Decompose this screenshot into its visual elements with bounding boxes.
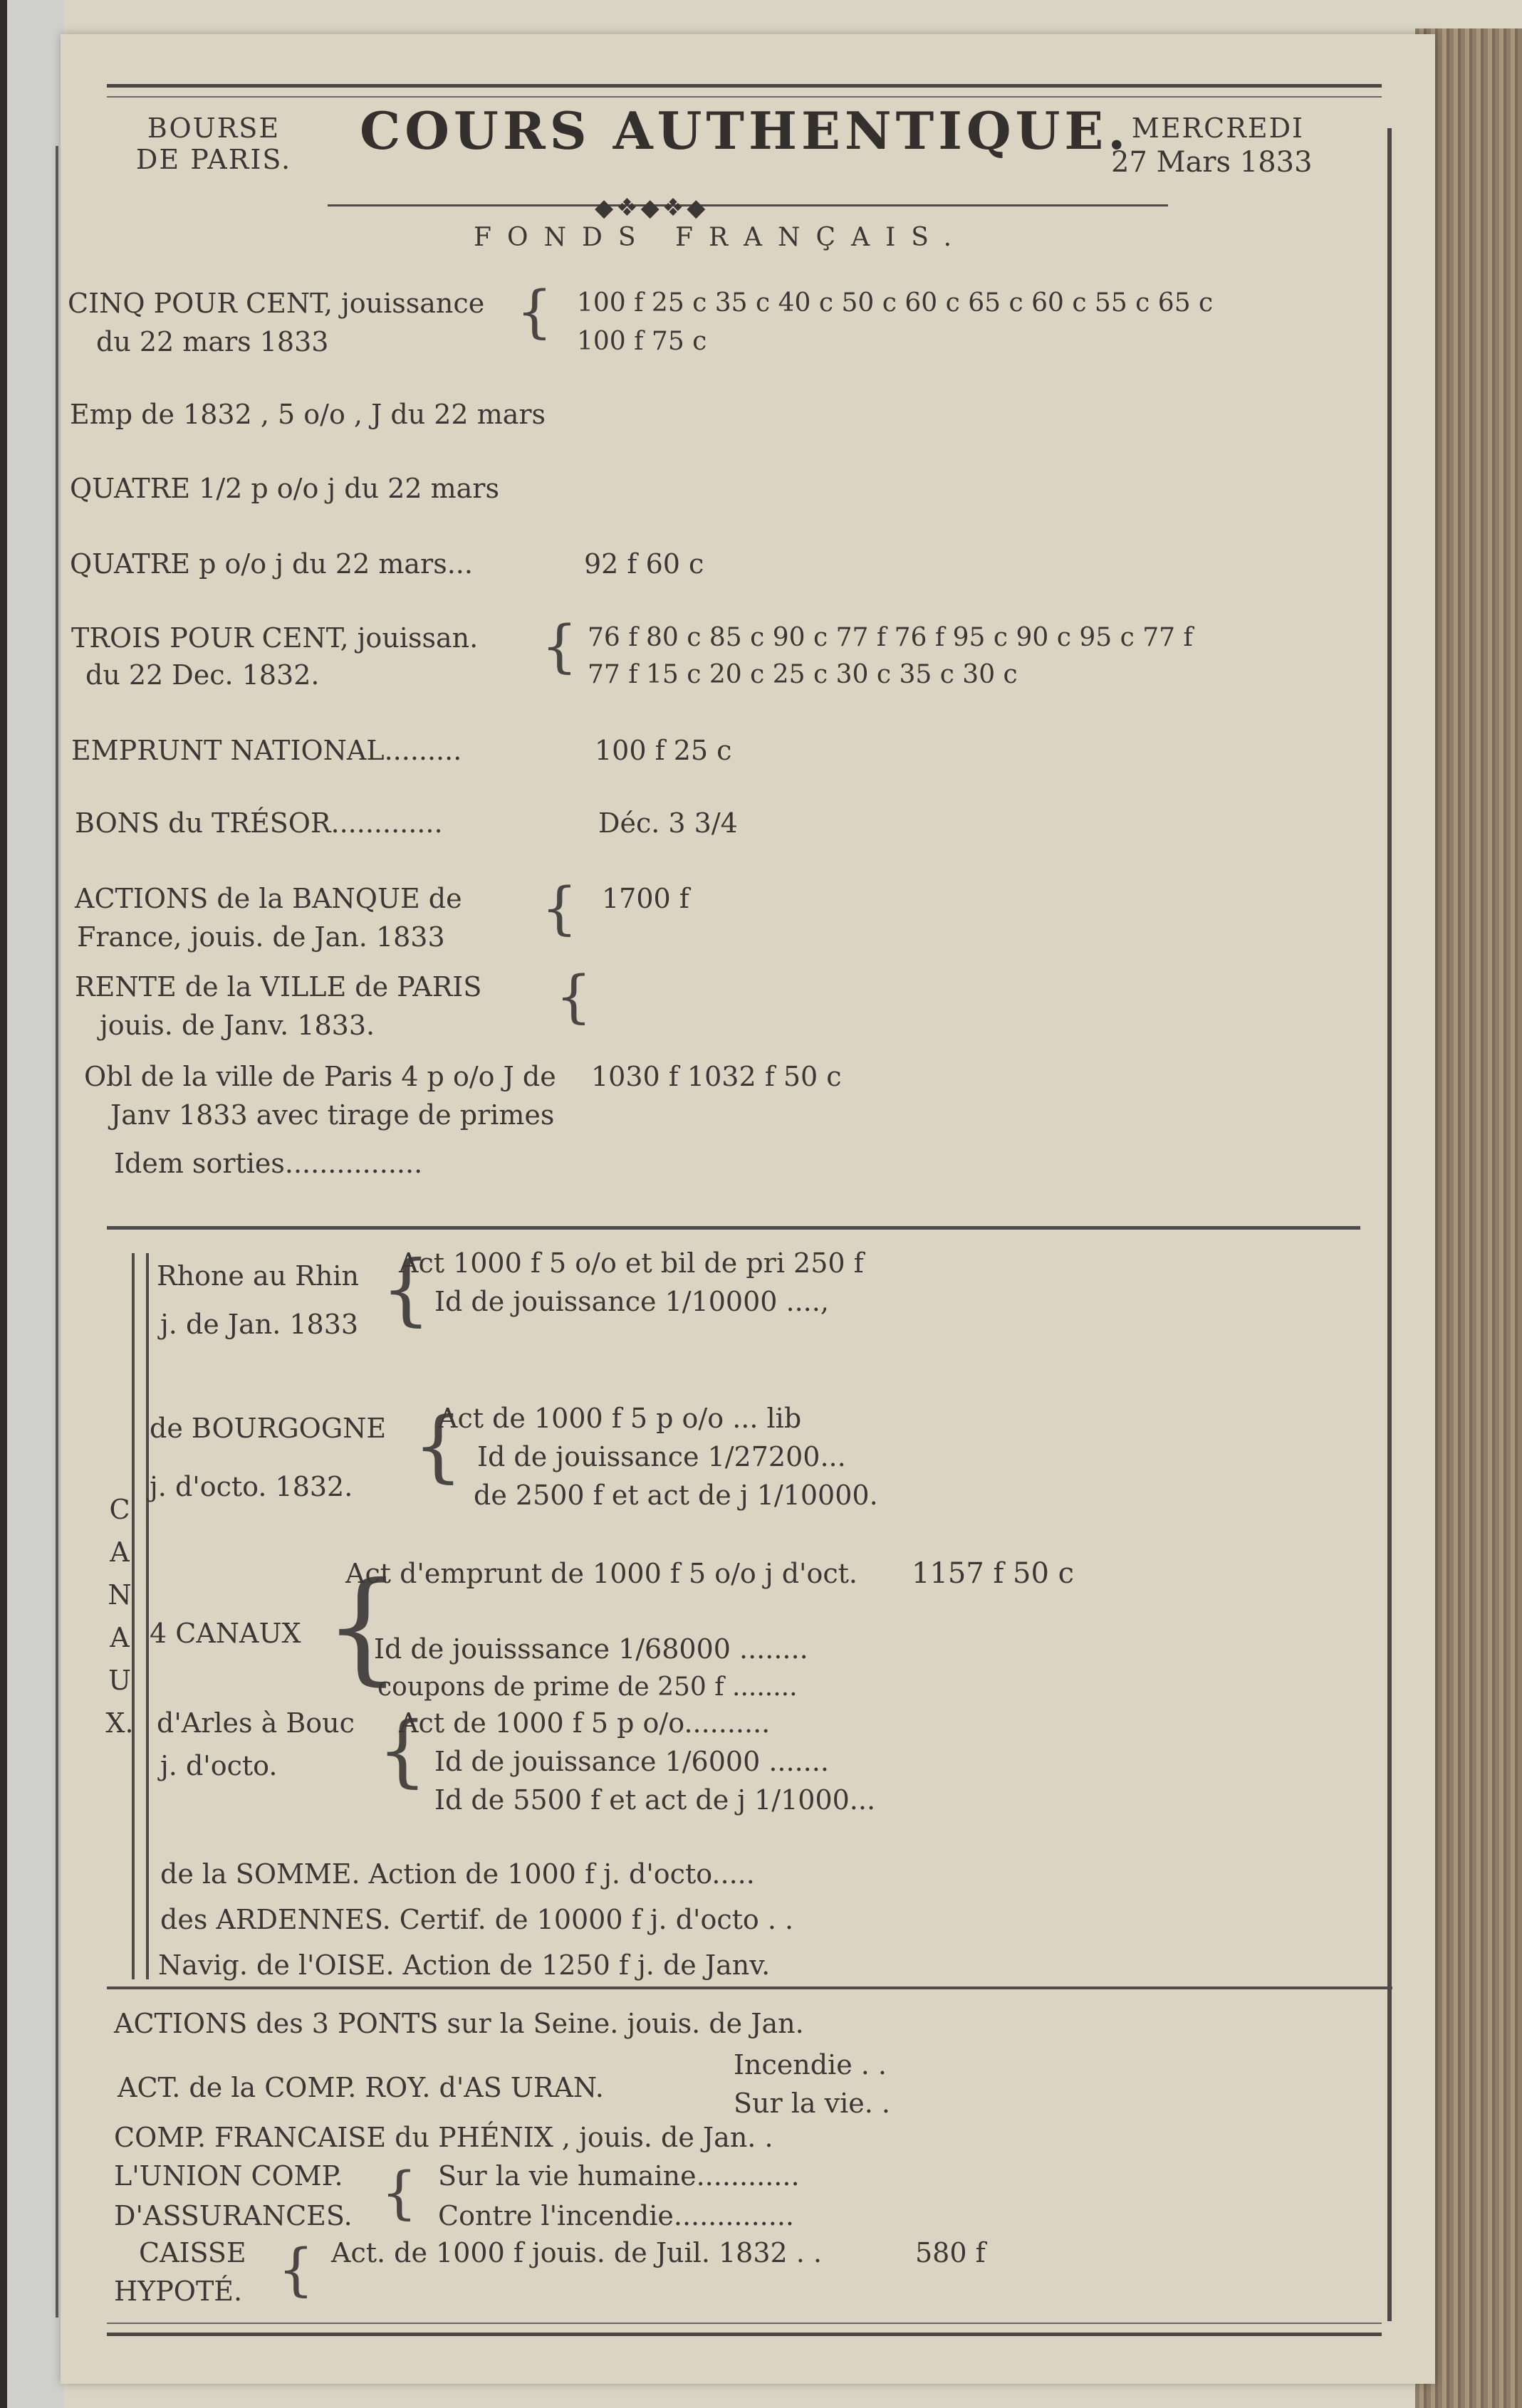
brace: {	[556, 963, 592, 1030]
fonds-row-bons-name: BONS du TRÉSOR.............	[75, 807, 443, 839]
canal-arles-line2: Id de jouissance 1/6000 .......	[434, 1746, 829, 1777]
fonds-row-obl-name: Obl de la ville de Paris 4 p o/o J de	[84, 1061, 556, 1092]
fonds-row-trois-prices1: 76 f 80 c 85 c 90 c 77 f 76 f 95 c 90 c 95 c 77 f	[588, 623, 1193, 652]
brace: {	[278, 2236, 314, 2303]
canal-quatre-line1: Act d'emprunt de 1000 f 5 o/o j d'oct.	[345, 1558, 858, 1589]
actions-phenix: COMP. FRANCAISE du PHÉNIX , jouis. de Jan. .	[114, 2122, 773, 2153]
canal-quatre-line3: coupons de prime de 250 f ........	[377, 1672, 798, 1702]
brace: {	[541, 875, 578, 941]
fonds-row-trois-sub: du 22 Dec. 1832.	[85, 659, 320, 691]
fonds-row-cinq-name: CINQ POUR CENT, jouissance	[68, 288, 485, 319]
canal-quatre-price1: 1157 f 50 c	[912, 1557, 1075, 1590]
canal-bourgogne-line2: Id de jouissance 1/27200...	[477, 1441, 846, 1472]
fonds-row-trois-name: TROIS POUR CENT, jouissan.	[71, 622, 479, 654]
title-ornament-rule	[328, 204, 1168, 206]
fonds-row-cinq-prices2: 100 f 75 c	[577, 327, 707, 356]
canaux-left-rule	[146, 1253, 149, 1979]
fonds-row-banque-sub: France, jouis. de Jan. 1833	[77, 921, 445, 953]
canal-rhone-name2: j. de Jan. 1833	[160, 1309, 359, 1340]
header-right-line1: MERCREDI	[1131, 112, 1305, 144]
actions-caisse-line: Act. de 1000 f jouis. de Juil. 1832 . .	[331, 2237, 823, 2268]
header-left-line1: BOURSE	[147, 112, 281, 144]
bottom-border-rule	[107, 2323, 1382, 2336]
fonds-row-quatre-prices: 92 f 60 c	[584, 548, 704, 580]
canaux-vertical-label: CANAUX.	[105, 1494, 134, 1739]
actions-comp-roy: ACT. de la COMP. ROY. d'AS URAN.	[118, 2072, 604, 2103]
fonds-row-cinq-prices1: 100 f 25 c 35 c 40 c 50 c 60 c 65 c 60 c 55 c 65 c	[577, 288, 1214, 318]
page-title: COURS AUTHENTIQUE.	[360, 100, 1130, 161]
brace: {	[541, 613, 578, 679]
fonds-row-bons-prices: Déc. 3 3/4	[598, 807, 738, 839]
fonds-row-idem-name: Idem sorties................	[114, 1148, 423, 1179]
section-divider	[107, 1226, 1360, 1230]
canal-bourgogne-line3: de 2500 f et act de j 1/10000.	[474, 1480, 878, 1511]
fonds-row-trois-prices2: 77 f 15 c 20 c 25 c 30 c 35 c 30 c	[588, 660, 1018, 689]
book-binding-edge	[0, 0, 64, 2408]
fonds-row-emprunt-prices: 100 f 25 c	[595, 735, 732, 766]
fonds-row-rente-name: RENTE de la VILLE de PARIS	[75, 971, 482, 1003]
actions-vie-humaine: Sur la vie humaine............	[438, 2160, 800, 2192]
section-subtitle: FONDS FRANÇAIS.	[474, 223, 968, 252]
brace: {	[377, 1705, 427, 1796]
fonds-row-obl-prices: 1030 f 1032 f 50 c	[591, 1061, 842, 1092]
fonds-row-emprunt-name: EMPRUNT NATIONAL.........	[71, 735, 462, 766]
brace: {	[413, 1400, 463, 1491]
canal-bourgogne-name1: de BOURGOGNE	[150, 1413, 387, 1444]
canal-rhone-line1: Act 1000 f 5 o/o et bil de pri 250 f	[399, 1247, 864, 1279]
canal-arles-name1: d'Arles à Bouc	[157, 1707, 355, 1739]
fonds-row-quatre-name: QUATRE p o/o j du 22 mars...	[70, 548, 473, 580]
canal-ardennes: des ARDENNES. Certif. de 10000 f j. d'octo . .	[160, 1904, 794, 1935]
brace: {	[324, 1556, 402, 1697]
actions-contre-incendie: Contre l'incendie..............	[438, 2200, 794, 2231]
canal-quatre-name: 4 CANAUX	[150, 1618, 301, 1649]
actions-caisse1: CAISSE	[139, 2237, 246, 2268]
fonds-row-banque-prices: 1700 f	[602, 883, 689, 914]
brace: {	[516, 278, 553, 345]
ornament-glyphs: ◆❖◆❖◆	[595, 194, 709, 222]
canal-quatre-line2: Id de jouisssance 1/68000 ........	[374, 1633, 808, 1665]
brace: {	[381, 2160, 417, 2226]
actions-caisse2: HYPOTÉ.	[114, 2276, 243, 2307]
actions-union2: D'ASSURANCES.	[114, 2200, 353, 2231]
canal-somme: de la SOMME. Action de 1000 f j. d'octo.....	[160, 1858, 755, 1890]
top-border-rule	[107, 84, 1382, 98]
canal-oise: Navig. de l'OISE. Action de 1250 f j. de Janv.	[158, 1949, 771, 1981]
header-left-line2: DE PARIS.	[135, 144, 292, 175]
canal-arles-name2: j. d'octo.	[160, 1750, 278, 1781]
actions-union1: L'UNION COMP.	[114, 2160, 343, 2192]
actions-caisse-price: 580 f	[915, 2237, 986, 2268]
canal-bourgogne-line1: Act de 1000 f 5 p o/o ... lib	[438, 1403, 802, 1434]
header-date: 27 Mars 1833	[1111, 146, 1313, 179]
right-border-rule	[1387, 128, 1392, 2321]
fonds-row-obl-sub: Janv 1833 avec tirage de primes	[110, 1099, 555, 1131]
actions-sur-la-vie: Sur la vie. .	[734, 2088, 890, 2119]
fonds-row-cinq-sub: du 22 mars 1833	[96, 326, 329, 357]
canal-arles-line3: Id de 5500 f et act de j 1/1000...	[434, 1784, 876, 1816]
fonds-row-quatre-demi-name: QUATRE 1/2 p o/o j du 22 mars	[70, 473, 499, 504]
canal-rhone-name1: Rhone au Rhin	[157, 1260, 359, 1292]
actions-ponts: ACTIONS des 3 PONTS sur la Seine. jouis. de Jan.	[114, 2008, 804, 2039]
fonds-row-banque-name: ACTIONS de la BANQUE de	[75, 883, 462, 914]
section-divider	[107, 1986, 1392, 1989]
left-border-rule	[56, 146, 58, 2318]
canal-arles-line1: Act de 1000 f 5 p o/o..........	[399, 1707, 771, 1739]
fonds-row-rente-sub: jouis. de Janv. 1833.	[100, 1010, 375, 1041]
canal-rhone-line2: Id de jouissance 1/10000 ....,	[434, 1286, 829, 1317]
actions-incendie: Incendie . .	[734, 2049, 887, 2080]
brace: {	[381, 1243, 431, 1334]
fonds-row-emp1832-name: Emp de 1832 , 5 o/o , J du 22 mars	[70, 399, 546, 430]
canal-bourgogne-name2: j. d'octo. 1832.	[150, 1471, 353, 1502]
